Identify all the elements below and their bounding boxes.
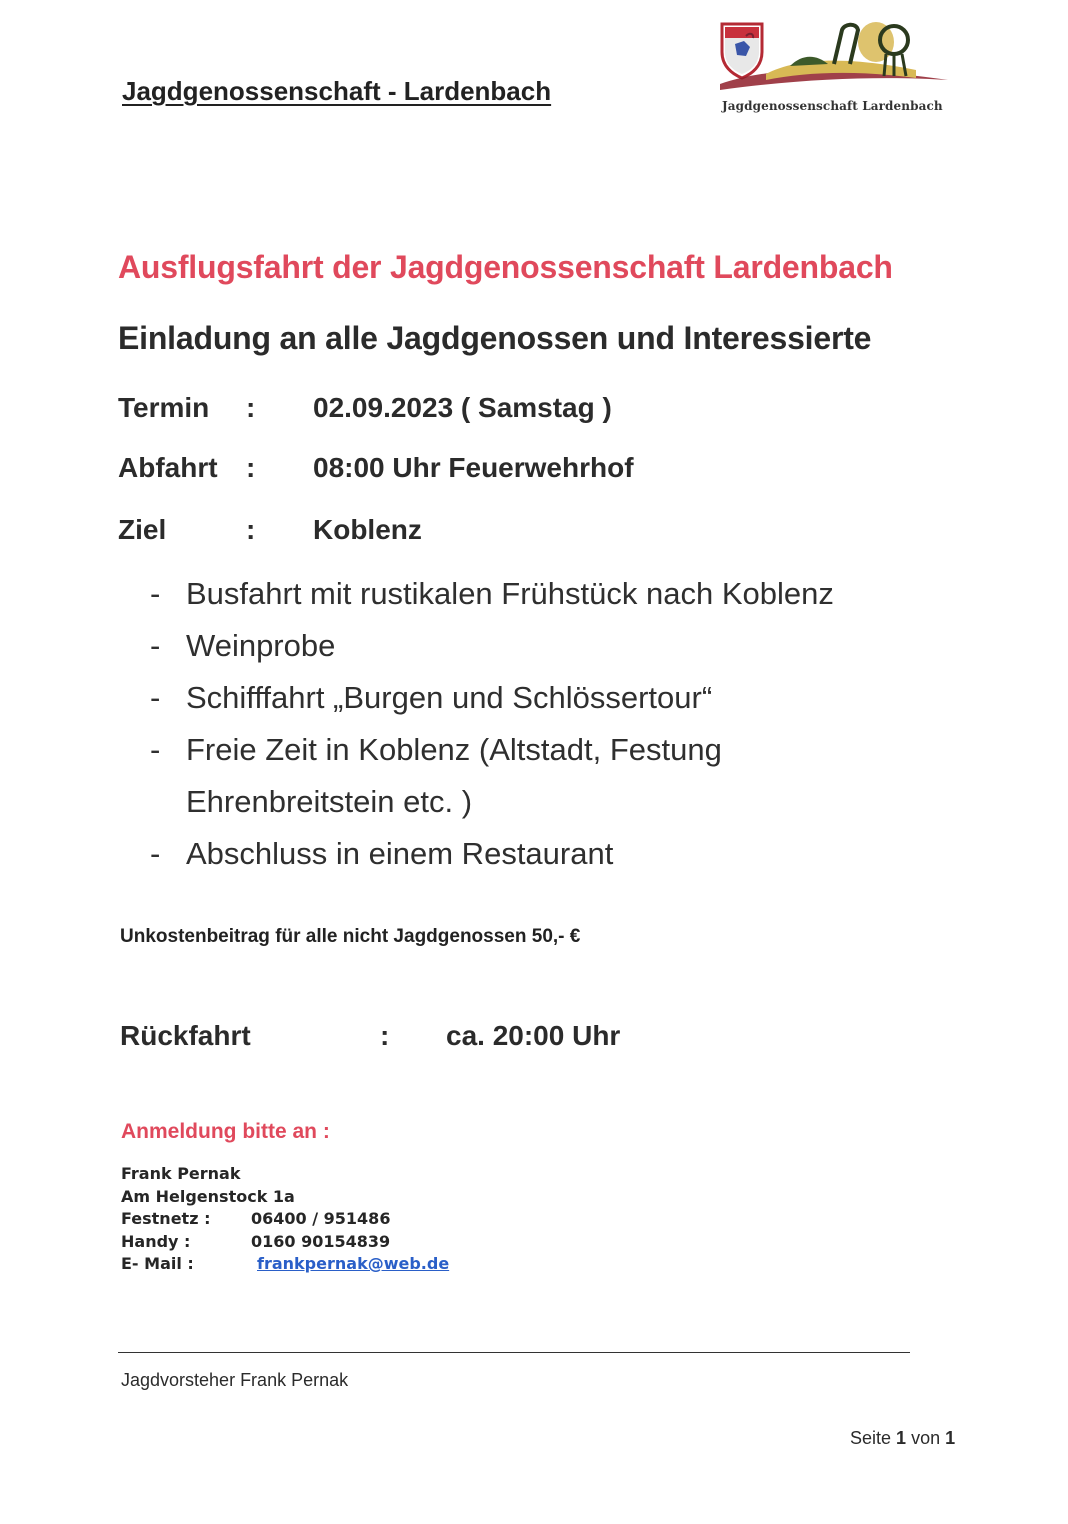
list-item-text: Schifffahrt „Burgen und Schlössertour“ [186,680,713,715]
list-item [150,724,786,828]
ziel-separator: : [246,514,256,545]
list-item [150,620,930,672]
email-link[interactable]: frankpernak@web.de [257,1254,450,1273]
signature-name: Jagdvorsteher Frank Pernak [121,1370,349,1390]
list-dash: - [150,836,161,871]
page-current: 1 [896,1428,907,1448]
ziel-label: Ziel [118,514,167,545]
list-dash: - [150,680,161,715]
program-list [150,568,930,880]
list-item [150,672,930,724]
mobile-value: 0160 90154839 [251,1231,391,1251]
phone-label: Festnetz : [121,1209,211,1228]
list-item-text: Abschluss in einem Restaurant [186,836,614,871]
page-total: 1 [945,1428,956,1448]
ziel-value: Koblenz [313,514,422,545]
termin-separator: : [246,392,256,423]
contact-name: Frank Pernak [121,1164,241,1183]
list-item-text: Busfahrt mit rustikalen Frühstück nach Koblenz [186,576,834,611]
mobile-label: Handy : [121,1231,191,1251]
list-item [150,568,930,620]
termin-value: 02.09.2023 ( Samstag ) [313,392,612,423]
coat-of-arms-icon [722,24,762,78]
list-dash: - [150,628,161,663]
invitation-subtitle: Einladung an alle Jagdgenossen und Interessierte [118,320,872,356]
return-separator: : [380,1020,390,1051]
return-label: Rückfahrt [120,1020,251,1051]
list-item-text: Freie Zeit in Koblenz (Altstadt, Festung Ehrenbreitstein etc. ) [186,732,722,819]
header-title: Jagdgenossenschaft - Lardenbach [122,76,552,106]
list-item-text: Weinprobe [186,628,336,663]
list-item [150,828,930,880]
fee-note: Unkostenbeitrag für alle nicht Jagdgenossen 50,- € [120,926,581,947]
page-prefix: Seite [850,1428,892,1448]
page-middle: von [911,1428,941,1448]
logo-caption: Jagdgenossenschaft Lardenbach [722,99,943,113]
event-title: Ausflugsfahrt der Jagdgenossenschaft Lardenbach [118,249,893,285]
contact-street: Am Helgenstock 1a [121,1186,295,1206]
phone-value: 06400 / 951486 [251,1209,391,1228]
termin-label: Termin [118,392,210,423]
email-label: E- Mail : [121,1254,194,1273]
signature-line [118,1352,910,1353]
abfahrt-separator: : [246,452,256,483]
abfahrt-value: 08:00 Uhr Feuerwehrhof [313,452,634,483]
page-number [850,1428,955,1449]
list-dash: - [150,576,161,611]
association-logo [716,14,952,120]
registration-heading: Anmeldung bitte an : [121,1120,330,1143]
landscape-logo-icon [716,14,952,96]
return-value: ca. 20:00 Uhr [446,1020,621,1051]
list-dash: - [150,732,161,767]
abfahrt-label: Abfahrt [118,452,218,483]
